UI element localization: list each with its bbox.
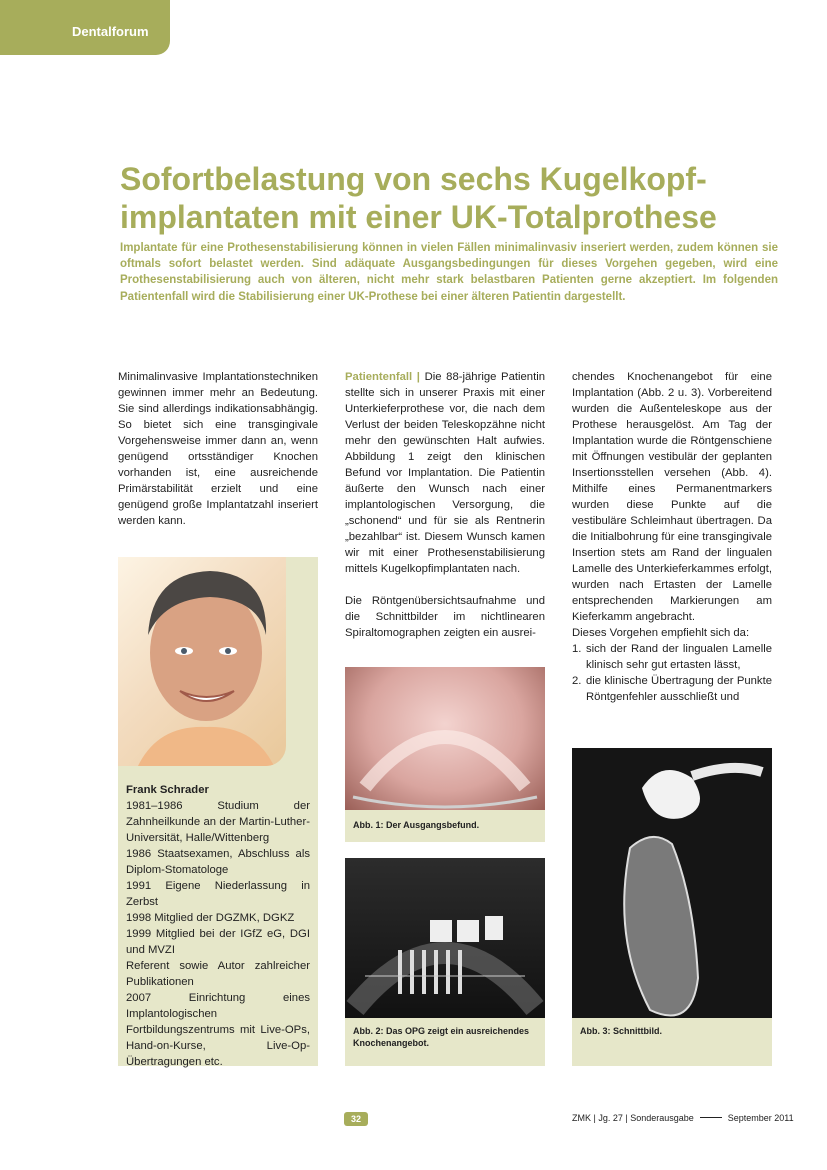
reasons-list	[572, 641, 772, 705]
bio-line: 1991 Eigene Niederlassung in Zerbst	[126, 880, 310, 908]
opg-xray	[345, 858, 545, 1018]
figure-2-caption: Abb. 2: Das OPG zeigt ein ausreichendes Knochenangebot.	[353, 1026, 530, 1048]
author-card	[118, 557, 318, 1066]
bio-line: 1999 Mitglied bei der IGfZ eG, DGI und MVZI	[126, 928, 310, 956]
footer-journal	[572, 1113, 794, 1123]
figure-3	[572, 748, 772, 1066]
bio-line: 2007 Einrichtung eines Implantologischen Fortbildungszentrums mit Live-OPs, Hand-on-Kurse, Live-Op-Übertragungen etc.	[126, 992, 310, 1068]
figure-1	[345, 667, 545, 842]
intro-paragraph: Minimalinvasive Implantationstechniken gewinnen immer mehr an Bedeutung. Sie sind allerdings indikationsabhängig. So bietet sich eine transgingivale Vorgehensweise immer dann an, wenn genügend ortsständiger Knochen vorhanden ist, eine ausreichende Primärstabilität erzielt und eine genügend große Implantatzahl inseriert werden kann.	[118, 371, 318, 527]
figure-2	[345, 858, 545, 1066]
article-lead: Implantate für eine Prothesenstabilisierung können in vielen Fällen minimalinvasiv inseriert werden, zudem können sie oftmals sofort belastet werden. Sind adäquate Ausgangsbedingungen für dieses Vorgehen gegeben, wird eine Prothesenstabilisierung auch von älteren, nicht mehr stark belastbaren Patienten gerne akzeptiert. Im folgenden Patientenfall wird die Stabilisierung einer UK-Prothese bei einer älteren Patientin dargestellt.	[120, 242, 778, 303]
column-2	[345, 369, 545, 641]
column-1	[118, 369, 318, 529]
bio-line: Referent sowie Autor zahlreicher Publikationen	[126, 960, 310, 988]
clinical-photo	[345, 667, 545, 810]
author-photo	[118, 557, 286, 766]
page-number: 32	[344, 1112, 368, 1126]
xray-paragraph: Die Röntgenübersichtsaufnahme und die Schnittbilder im nichtlinearen Spiraltomographen zeigten ein ausrei-	[345, 595, 545, 639]
list-item: 1. sich der Rand der lingualen Lamelle klinisch sehr gut ertasten lässt,	[572, 643, 772, 671]
case-label: Patientenfall	[345, 371, 413, 383]
article-title: Sofortbelastung von sechs Kugelkopf-implantaten mit einer UK-Totalprothese	[120, 161, 717, 235]
list-item: 2. die klinische Übertragung der Punkte Röntgenfehler ausschließt und	[572, 675, 772, 703]
author-portrait-image	[118, 557, 286, 766]
column-3	[572, 369, 772, 705]
ct-section	[572, 748, 772, 1018]
footer-rule	[700, 1117, 722, 1118]
bio-line: 1981–1986 Studium der Zahnheilkunde an der Martin-Luther-Universität, Halle/Wittenberg	[126, 800, 310, 844]
figure-1-caption: Abb. 1: Der Ausgangsbefund.	[353, 820, 480, 830]
figure-3-caption: Abb. 3: Schnittbild.	[580, 1026, 662, 1036]
bio-line: 1986 Staatsexamen, Abschluss als Diplom-Stomatologe	[126, 848, 310, 876]
section-tab-label: Dentalforum	[72, 24, 149, 39]
opg-xray-image	[345, 858, 545, 1018]
author-bio	[126, 782, 310, 1070]
clinical-finding-image	[345, 667, 545, 810]
procedure-paragraph: chendes Knochenangebot für eine Implantation (Abb. 2 u. 3). Vorbereitend wurden die Außenteleskope aus der Prothese herausgelöst. Am Tag der Implantation wurde die Röntgenschiene mit Öffnungen vestibulär der geplanten Insertionsstellen versehen (Abb. 4). Mithilfe eines Permanentmarkers wurden diese Punkte auf die vestibuläre Schleimhaut übertragen. Da die Initialbohrung für eine transgingivale Insertion stets am Rand der lingualen Lamelle des Unterkieferkammes erfolgt, wurden nach Ertasten der Lamelle entsprechenden Markierungen am Kieferkamm angebracht.	[572, 371, 772, 623]
case-paragraph	[345, 369, 545, 577]
separator: |	[416, 371, 420, 383]
journal-info: ZMK | Jg. 27 | Sonderausgabe	[572, 1113, 694, 1123]
issue-date: September 2011	[727, 1113, 794, 1123]
case-text: Die 88-jährige Patientin stellte sich in unserer Praxis mit einer Unterkieferprothese vor, die nach dem Verlust der beiden Teleskopzähne nicht mehr den gewünschten Halt aufwies. Abbildung 1 zeigt den klinischen Befund vor Implantation. Die Patientin äußerte den Wunsch nach einer implantologischen Versorgung, die „schonend“ und für sie als Rentnerin „bezahlbar“ ist. Diesem Wunsch kamen wir mit einer Prothesenstabilisierung mittels Kugelkopfimplantaten nach.	[345, 371, 545, 575]
author-name: Frank Schrader	[126, 784, 209, 796]
list-intro: Dieses Vorgehen empfiehlt sich da:	[572, 627, 750, 639]
cross-section-image	[572, 748, 772, 1018]
section-tab	[0, 0, 170, 55]
bio-line: 1998 Mitglied der DGZMK, DGKZ	[126, 912, 295, 924]
